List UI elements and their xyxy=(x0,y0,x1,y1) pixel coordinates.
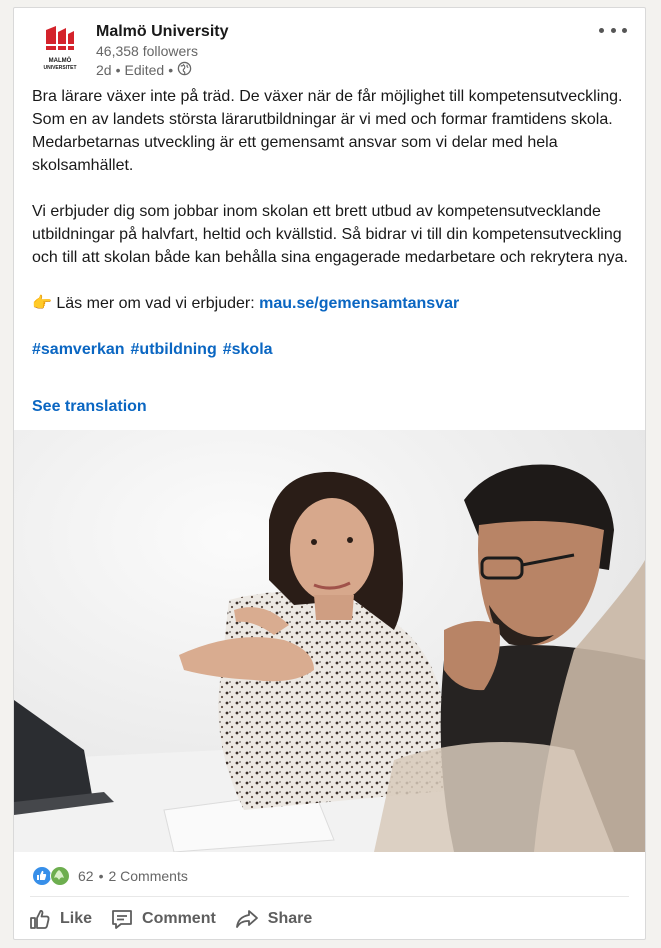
share-arrow-icon xyxy=(234,907,260,931)
post-commentary xyxy=(32,85,632,361)
logo-text-top: MALMÖ xyxy=(48,58,72,64)
read-more-text: Läs mer om vad vi erbjuder: xyxy=(56,295,260,312)
post-paragraph-2: Vi erbjuder dig som jobbar inom skolan ett brett utbud av kompetensutvecklande utbildningar på halvfart, heltid och kvällstid. Så bidrar vi till din kompetensutveckling och till att skolan både kan behålla sina engagerade medarbetare och rekrytera nya. xyxy=(32,203,628,266)
comment-button[interactable] xyxy=(110,907,216,931)
hashtag-samverkan[interactable]: #samverkan xyxy=(32,341,125,358)
like-button[interactable] xyxy=(28,907,92,931)
edited-label: Edited xyxy=(124,62,165,78)
share-label: Share xyxy=(267,910,313,927)
post-meta xyxy=(96,61,192,79)
support-reaction-icon xyxy=(50,866,70,886)
meta-bullet-2: • xyxy=(168,62,174,78)
post-paragraph-1: Bra lärare växer inte på träd. De växer när de får möjlighet till kompetensutveckling. Som en av landets största lärarutbildningar är vi med och formar framtidens skola. Medarbetarnas utveckling är ett gemensamt ansvar som vi delar med hela skolsamhället. xyxy=(32,88,623,174)
comment-icon xyxy=(110,907,134,931)
comment-count[interactable]: 2 Comments xyxy=(108,868,188,884)
actions-divider xyxy=(30,896,629,897)
social-actions-bar xyxy=(28,903,330,935)
post-image[interactable] xyxy=(14,430,645,852)
reaction-count: 62 xyxy=(78,868,94,884)
hashtag-skola[interactable]: #skola xyxy=(222,341,273,358)
like-label: Like xyxy=(60,910,93,927)
share-button[interactable] xyxy=(234,907,312,931)
counts-separator: • xyxy=(98,868,104,884)
read-more-link[interactable]: mau.se/gemensamtansvar xyxy=(259,295,460,312)
meta-bullet-1: • xyxy=(115,62,121,78)
see-translation-button[interactable]: See translation xyxy=(32,398,147,415)
more-options-icon[interactable] xyxy=(599,20,627,40)
comment-label: Comment xyxy=(142,910,216,927)
globe-icon xyxy=(177,61,192,79)
thumbs-up-icon xyxy=(28,907,52,931)
hashtag-list xyxy=(32,338,632,361)
logo-text-bottom: UNIVERSITET xyxy=(43,65,77,71)
post-time: 2d xyxy=(96,62,112,78)
social-counts[interactable] xyxy=(32,866,188,886)
feed-post-card xyxy=(13,7,646,940)
org-name-link[interactable]: Malmö University xyxy=(96,23,229,40)
pointing-hand-icon: 👉 xyxy=(32,295,52,312)
company-logo[interactable] xyxy=(36,24,86,76)
hashtag-utbildning[interactable]: #utbildning xyxy=(130,341,217,358)
follower-count: 46,358 followers xyxy=(96,43,198,59)
like-reaction-icon xyxy=(32,866,52,886)
read-more-line xyxy=(32,292,632,315)
